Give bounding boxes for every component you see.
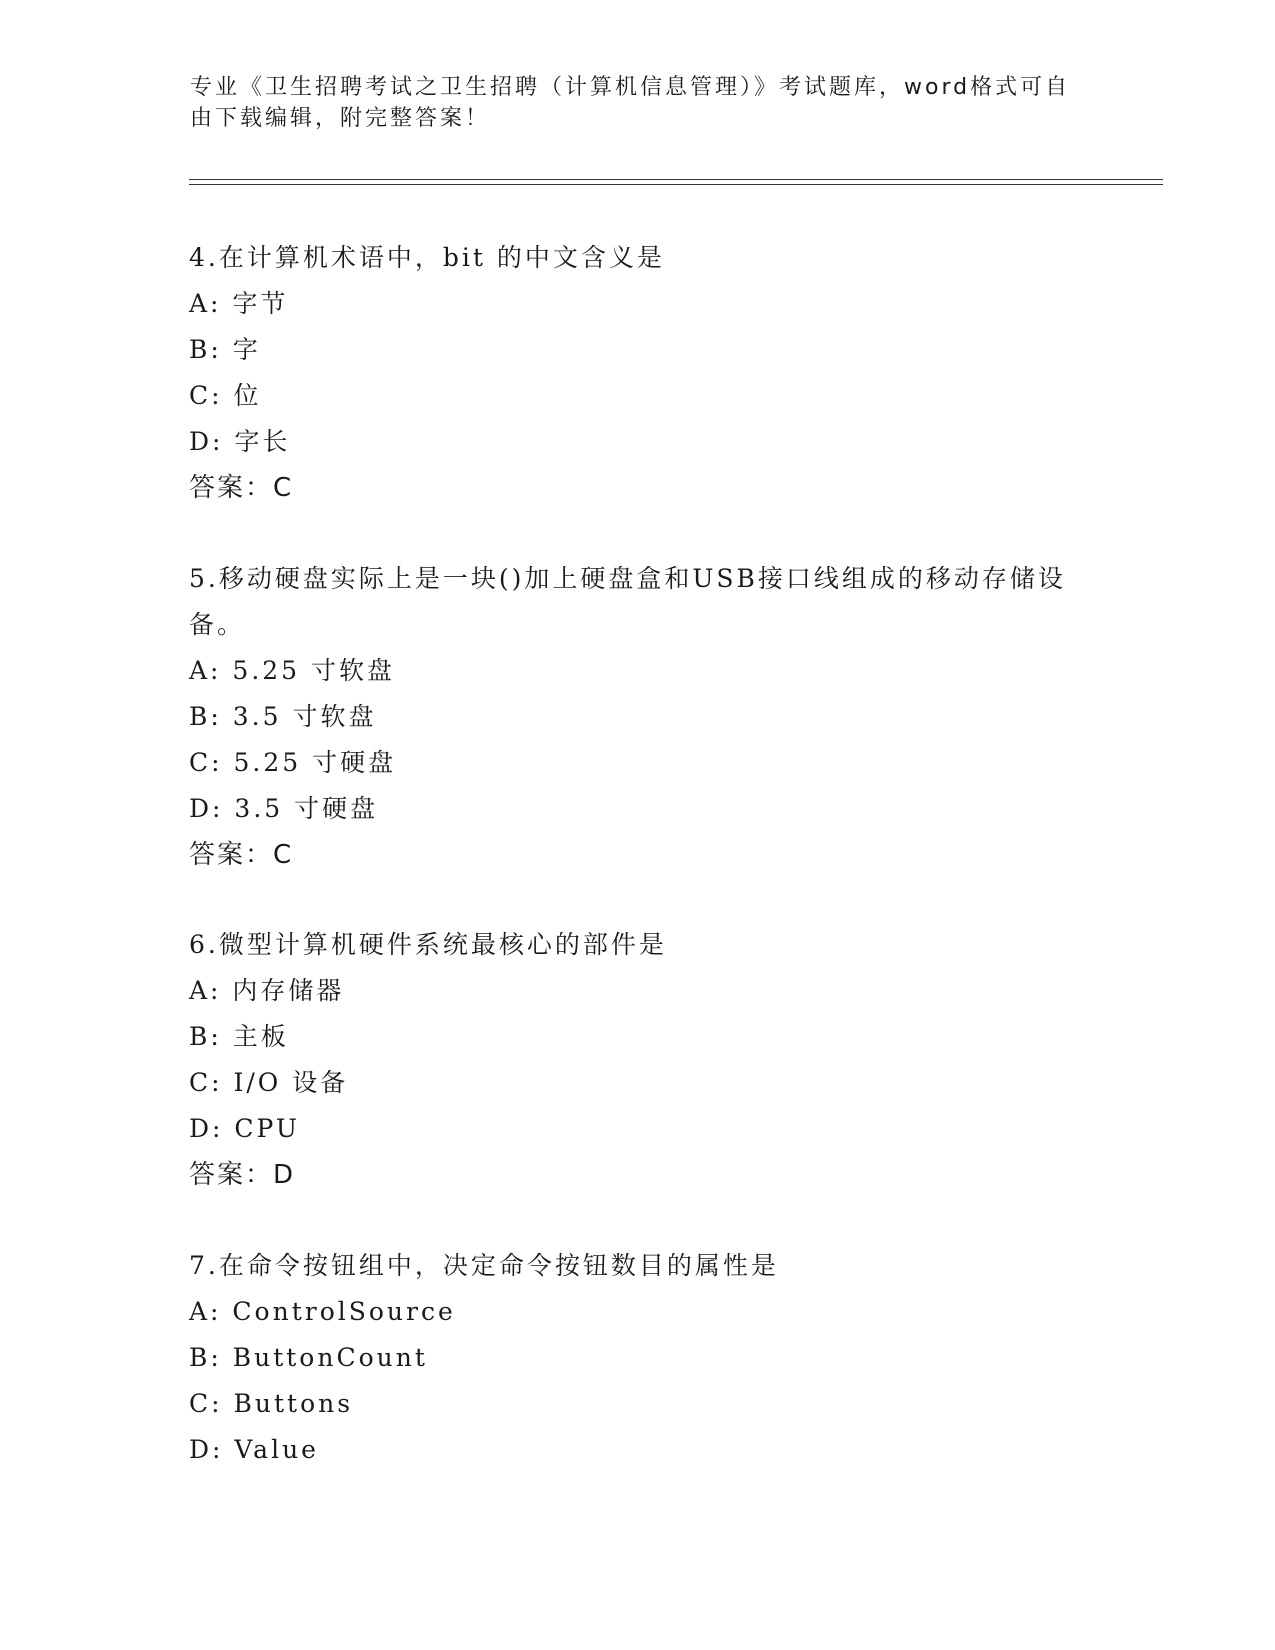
answer: 答案：C xyxy=(189,840,294,870)
question-text: 7.在命令按钮组中，决定命令按钮数目的属性是 xyxy=(189,1251,779,1280)
answer: 答案：C xyxy=(189,473,294,503)
question-4 xyxy=(189,235,1089,511)
question-text: 5.移动硬盘实际上是一块()加上硬盘盒和USB接口线组成的移动存储设备。 xyxy=(189,564,1066,639)
option-a: A: 字节 xyxy=(189,289,289,318)
question-5 xyxy=(189,556,1089,878)
option-d: D: 3.5 寸硬盘 xyxy=(189,794,379,823)
option-c: C: 位 xyxy=(189,381,262,410)
option-a: A: 5.25 寸软盘 xyxy=(189,656,396,685)
option-b: B: ButtonCount xyxy=(189,1343,428,1372)
option-d: D: CPU xyxy=(189,1114,300,1143)
question-7 xyxy=(189,1243,1089,1473)
option-d: D: 字长 xyxy=(189,427,291,456)
option-c: C: 5.25 寸硬盘 xyxy=(189,748,397,777)
option-c: C: Buttons xyxy=(189,1389,354,1418)
option-b: B: 3.5 寸软盘 xyxy=(189,702,377,731)
option-a: A: 内存储器 xyxy=(189,976,345,1005)
question-text: 6.微型计算机硬件系统最核心的部件是 xyxy=(189,930,667,959)
header-rule-bottom xyxy=(189,184,1163,185)
option-b: B: 主板 xyxy=(189,1022,289,1051)
option-d: D: Value xyxy=(189,1435,319,1464)
header-rule-top xyxy=(189,179,1163,180)
question-text: 4.在计算机术语中，bit 的中文含义是 xyxy=(189,243,665,272)
option-a: A: ControlSource xyxy=(189,1297,456,1326)
question-6 xyxy=(189,922,1089,1198)
document-header: 专业《卫生招聘考试之卫生招聘（计算机信息管理）》考试题库，word格式可自由下载编辑，附完整答案！ xyxy=(190,75,1071,131)
answer: 答案：D xyxy=(189,1160,296,1190)
option-c: C: I/O 设备 xyxy=(189,1068,349,1097)
option-b: B: 字 xyxy=(189,335,261,364)
